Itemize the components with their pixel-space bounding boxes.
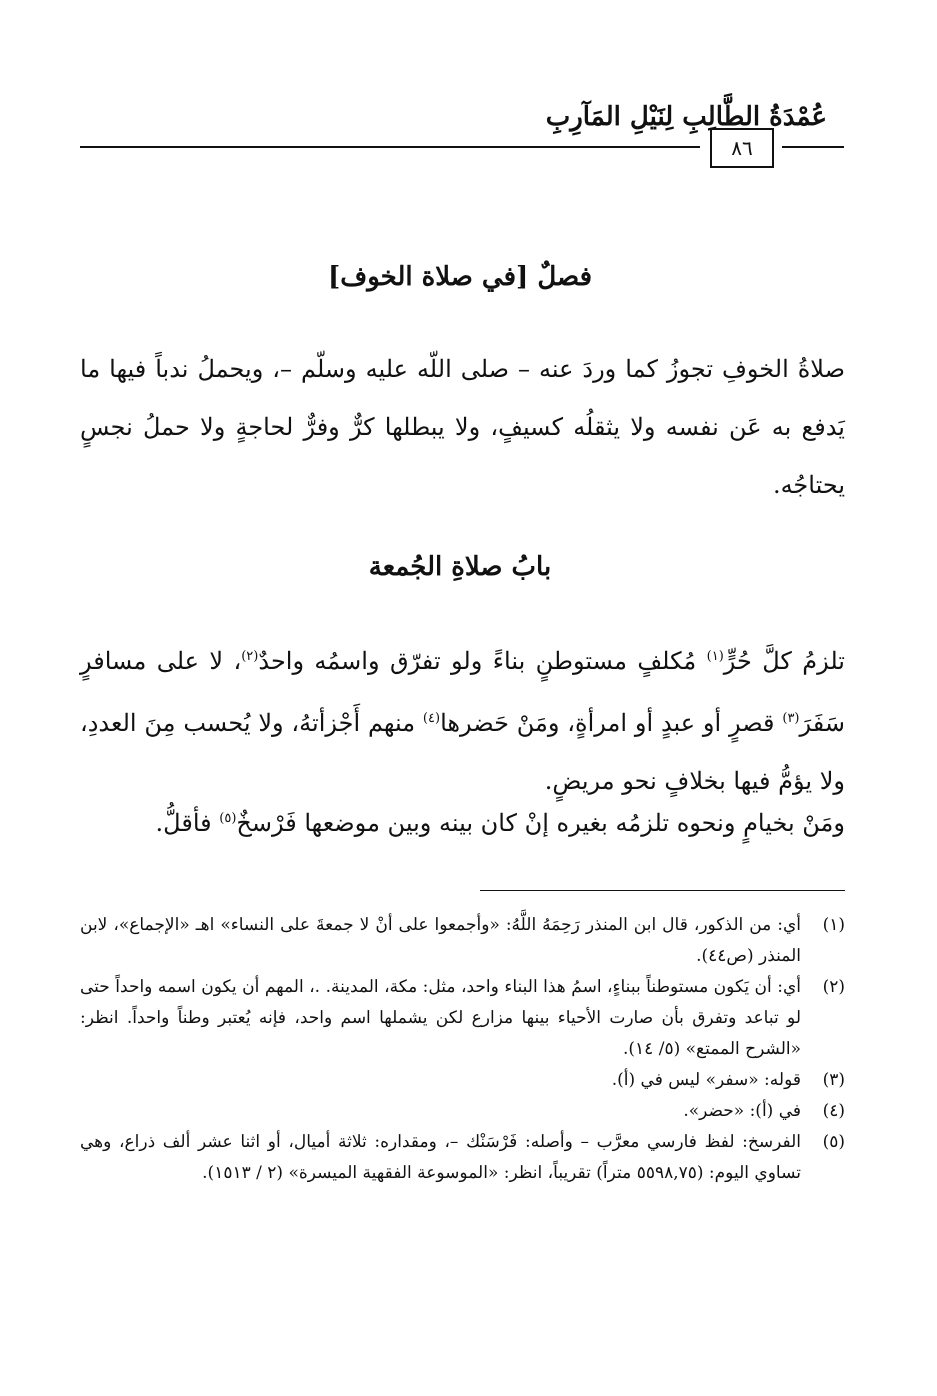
footnote-ref-4[interactable]: (٤)	[422, 711, 441, 726]
footnote-number: (٤)	[822, 1101, 845, 1121]
footnote-4	[80, 1096, 845, 1127]
footnote-text: الفرسخ: لفظ فارسي معرَّب – وأصله: فَرْسَنْك –، ومقداره: ثلاثة أميال، أو اثنا عشر ألف ذراع، وهي تساوي اليوم: (٥٥٩٨,٧٥ متراً) تقريباً، انظر: «الموسوعة الفقهية الميسرة» (٢ / ١٥١٣).	[80, 1132, 801, 1183]
paragraph-friday-obligation: تلزمُ كلَّ حُرٍّ$^{(١)}$ مُكلفٍ مستوطنٍ بناءً ولو تفرّق واسمُه واحدٌ$^{(٢)}$، لا على مسافرٍ سَفَرَ$^{(٣)}$ قصرٍ أو عبدٍ أو امرأةٍ، ومَنْ حَضرها$^{(٤)}$ منهم أَجْزأتهُ، ولا يُحسب مِنَ العددِ، ولا يؤمُّ فيها بخلافٍ نحو مريضٍ.	[80, 647, 845, 795]
footnote-separator	[480, 890, 845, 891]
footnote-text: أي: من الذكور، قال ابن المنذر رَحِمَهُ اللَّهُ: «وأجمعوا على أنْ لا جمعةَ على النساء» اهـ «الإجماع»، لابن المنذر (ص٤٤).	[80, 915, 801, 966]
footnotes	[80, 910, 845, 1189]
paragraph-fear-prayer: صلاةُ الخوفِ تجوزُ كما وردَ عنه – صلى اللّه عليه وسلّم –، ويحملُ ندباً فيها ما يَدفع به عَن نفسه ولا يثقلُه كسيفٍ، ولا يبطلها كرٌّ وفرٌّ لحاجةٍ ولا حملُ نجسٍ يحتاجُه.	[80, 355, 845, 499]
footnote-text: في (أ): «حضر».	[683, 1101, 801, 1121]
footnote-3	[80, 1065, 845, 1096]
footnote-number: (٢)	[822, 977, 845, 997]
footnote-1	[80, 910, 845, 972]
page-number-box	[710, 128, 774, 168]
running-header-title: عُمْدَةُ الطَّالِبِ لِنَيْلِ المَآرِبِ	[545, 102, 827, 132]
footnote-text: قوله: «سفر» ليس في (أ).	[611, 1070, 801, 1090]
footnote-text: أي: أن يَكون مستوطناً ببناءٍ، اسمُ هذا البناء واحد، مثل: مكة، المدينة. .، المهم أن يكون اسمه واحداً حتى لو تباعد وتفرق بأن صارت الأحياء بينها مزارع لكن يشملها اسم واحد، فإنه يُعتبر وطناً واحداً. انظر: «الشرح الممتع» (٥/ ١٤).	[80, 977, 801, 1059]
footnote-number: (٥)	[822, 1132, 845, 1152]
header-rule	[80, 146, 700, 148]
section-heading-fear-prayer: فصلٌ [في صلاة الخوف]	[327, 262, 593, 292]
footnote-ref-1[interactable]: (١)	[706, 649, 724, 664]
footnote-ref-3[interactable]: (٣)	[782, 711, 800, 726]
footnote-2	[80, 972, 845, 1065]
footnote-number: (٣)	[822, 1070, 845, 1090]
footnote-number: (١)	[822, 915, 845, 935]
footnote-5	[80, 1127, 845, 1189]
page-number: ٨٦	[731, 136, 753, 160]
footnote-ref-5[interactable]: (٥)	[219, 811, 237, 826]
paragraph-tents: ومَنْ بخيامٍ ونحوه تلزمُه بغيره إنْ كان بينه وبين موضعها فَرْسخٌ$^{(٥)}$ فأقلُّ.	[155, 809, 845, 837]
header-rule-short	[782, 146, 844, 148]
footnote-ref-2[interactable]: (٢)	[241, 649, 259, 664]
chapter-heading-friday-prayer: بابُ صلاةِ الجُمعة	[368, 552, 552, 582]
